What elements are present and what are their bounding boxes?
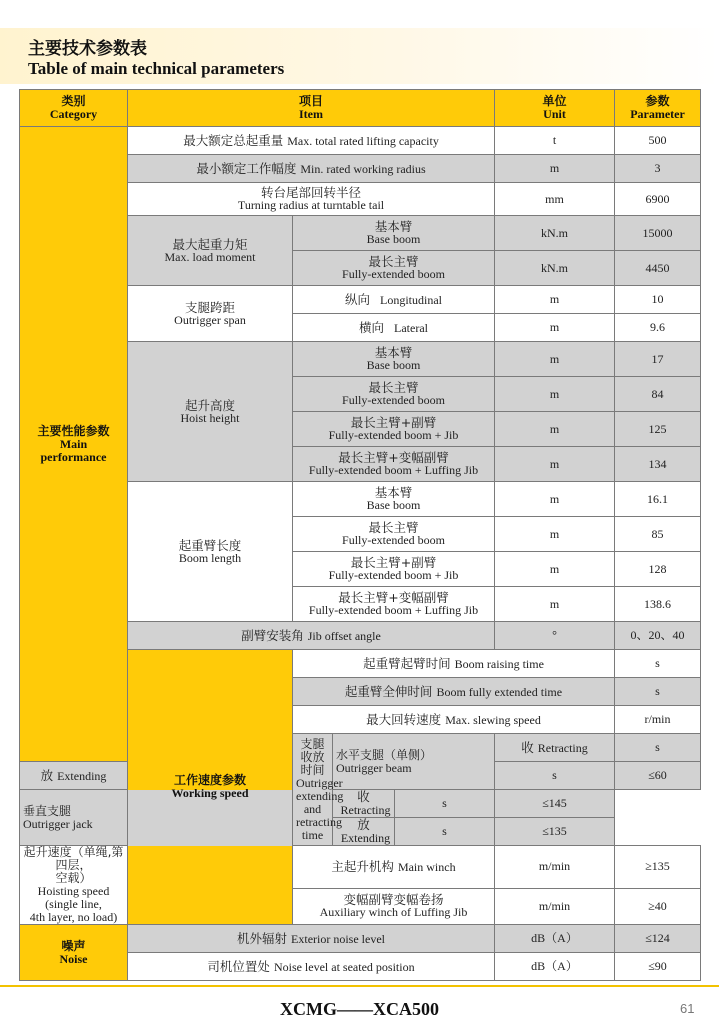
subitem-cell: 基本臂 Base boom [293,342,495,377]
table-row [20,846,701,889]
item-jib-offset: 副臂安装角 Jib offset angle [128,622,495,650]
subitem-outrigger-beam: 水平支腿（单侧） Outrigger beam [333,734,495,790]
subitem-cell: 基本臂 Base boom [293,216,495,251]
unit-cell: dB（A） [495,953,615,981]
value-cell: ≤135 [495,818,615,846]
item-outrigger-time: 支腿收放时间Outrigger extending and retracting time [293,734,333,846]
item-lift-capacity: 最大额定总起重量 Max. total rated lifting capacity [128,127,495,155]
item-hoisting-speed: 起升速度（单绳,第四层， 空载） Hoisting speed (single line, 4th layer, no load) [20,846,128,925]
value-cell: ≥40 [615,888,701,924]
unit-cell: mm [495,183,615,216]
unit-cell: m [495,342,615,377]
item-boom-length: 起重臂长度 Boom length [128,482,293,622]
item-seated-noise: 司机位置处 Noise level at seated position [128,953,495,981]
value-cell: 0、20、40 [615,622,701,650]
subitem-cell: 最长主臂+变幅副臂 Fully-extended boom + Luffing Jib [293,447,495,482]
unit-cell: m [495,377,615,412]
unit-cell: s [615,734,701,762]
category-noise: 噪声 Noise [20,925,128,981]
unit-cell: s [395,818,495,846]
subitem-cell: 基本臂 Base boom [293,482,495,517]
unit-cell: s [495,762,615,790]
unit-cell: m [495,314,615,342]
item-load-moment: 最大起重力矩 Max. load moment [128,216,293,286]
unit-cell: t [495,127,615,155]
item-boom-raising: 起重臂起臂时间 Boom raising time [293,650,615,678]
value-cell: 4450 [615,251,701,286]
value-cell: 16.1 [615,482,701,517]
unit-cell: m [495,587,615,622]
unit-cell: m/min [495,846,615,889]
page-title-en: Table of main technical parameters [28,59,285,78]
value-cell: 9.6 [615,314,701,342]
value-cell: 10 [615,286,701,314]
subitem-cell: 最长主臂 Fully-extended boom [293,517,495,552]
value-cell: 6900 [615,183,701,216]
header-parameter: 参数 Parameter [615,90,701,127]
item-outrigger-span: 支腿跨距 Outrigger span [128,286,293,342]
unit-cell: s [615,650,701,678]
value-cell: 3 [615,155,701,183]
unit-cell: ° [495,622,615,650]
value-cell: ≤145 [495,790,615,818]
value-cell: ≤90 [615,953,701,981]
subitem-cell: 最长主臂 Fully-extended boom [293,377,495,412]
category-working-speed: 工作速度参数 Working speed [128,650,293,925]
subitem-cell: 纵向 Longitudinal [293,286,495,314]
page-title-cn: 主要技术参数表 [28,39,147,59]
unit-cell: kN.m [495,216,615,251]
table-header-row [20,90,701,127]
subitem-cell: 主起升机构 Main winch [293,846,495,889]
value-cell: 125 [615,412,701,447]
unit-cell: s [395,790,495,818]
subitem-cell: 最长主臂+变幅副臂 Fully-extended boom + Luffing Jib [293,587,495,622]
subitem-cell: 最长主臂+副臂 Fully-extended boom + Jib [293,552,495,587]
value-cell: 84 [615,377,701,412]
subitem-cell: 收 Retracting [495,734,615,762]
value-cell: ≥135 [615,846,701,889]
category-main-performance: 主要性能参数 Main performance [20,127,128,762]
value-cell: 128 [615,552,701,587]
item-boom-extend: 起重臂全伸时间 Boom fully extended time [293,678,615,706]
unit-cell: dB（A） [495,925,615,953]
table-row [20,925,701,953]
value-cell: 500 [615,127,701,155]
unit-cell: m [495,552,615,587]
unit-cell: m [495,155,615,183]
subitem-cell: 放Extending [333,818,395,846]
subitem-cell: 放 Extending [20,762,128,790]
value-cell: 17 [615,342,701,377]
header-unit: 单位 Unit [495,90,615,127]
unit-cell: m/min [495,888,615,924]
value-cell: 134 [615,447,701,482]
item-slewing: 最大回转速度 Max. slewing speed [293,706,615,734]
header-category: 类别 Category [20,90,128,127]
subitem-cell: 收Retracting [333,790,395,818]
subitem-cell: 最长主臂+副臂 Fully-extended boom + Jib [293,412,495,447]
unit-cell: m [495,286,615,314]
subitem-cell: 横向 Lateral [293,314,495,342]
value-cell: ≤60 [615,762,701,790]
unit-cell: m [495,447,615,482]
unit-cell: m [495,517,615,552]
unit-cell: m [495,482,615,517]
subitem-outrigger-jack: 垂直支腿 Outrigger jack [20,790,293,846]
table-row [20,790,701,818]
unit-cell: r/min [615,706,701,734]
footer-brand: XCMG——XCA500 [280,999,439,1019]
item-min-radius: 最小额定工作幅度 Min. rated working radius [128,155,495,183]
spec-table [19,89,701,981]
unit-cell: s [615,678,701,706]
unit-cell: m [495,412,615,447]
value-cell: 85 [615,517,701,552]
item-tail-radius: 转台尾部回转半径 Turning radius at turntable tail [128,183,495,216]
page-number: 61 [680,1001,695,1016]
value-cell: 138.6 [615,587,701,622]
table-row [20,127,701,155]
header-item: 项目 Item [128,90,495,127]
footer-divider [0,985,719,987]
subitem-cell: 变幅副臂变幅卷扬 Auxiliary winch of Luffing Jib [293,888,495,924]
item-exterior-noise: 机外辐射 Exterior noise level [128,925,495,953]
unit-cell: kN.m [495,251,615,286]
item-hoist-height: 起升高度 Hoist height [128,342,293,482]
value-cell: ≤124 [615,925,701,953]
value-cell: 15000 [615,216,701,251]
subitem-cell: 最长主臂 Fully-extended boom [293,251,495,286]
